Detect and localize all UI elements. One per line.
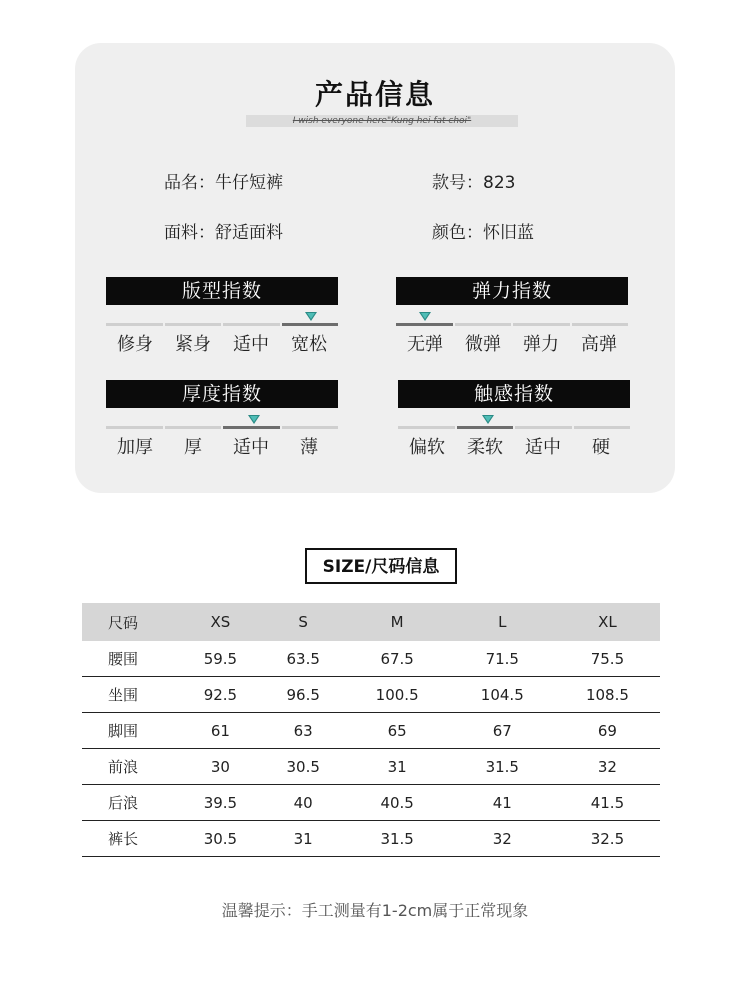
marker-icon xyxy=(248,415,260,424)
table-row xyxy=(82,641,660,677)
index-label: 弹力 xyxy=(523,334,559,355)
table-cell: 96.5 xyxy=(262,677,345,713)
index-scale xyxy=(398,413,630,427)
table-cell: 32 xyxy=(555,749,660,785)
table-cell: 39.5 xyxy=(179,785,262,821)
column-header: XS xyxy=(179,603,262,641)
measurement-note: 温馨提示：手工测量有1-2cm属于正常现象 xyxy=(221,901,529,920)
index-label: 加厚 xyxy=(117,437,153,458)
table-cell: 61 xyxy=(179,713,262,749)
table-cell: 63.5 xyxy=(262,641,345,677)
index-label: 适中 xyxy=(233,334,269,355)
table-cell: 92.5 xyxy=(179,677,262,713)
table-cell: 63 xyxy=(262,713,345,749)
table-cell: 108.5 xyxy=(555,677,660,713)
table-cell: 前浪 xyxy=(82,749,179,785)
size-table xyxy=(82,603,660,857)
table-cell: 41 xyxy=(450,785,555,821)
table-row xyxy=(82,749,660,785)
table-cell: 腰围 xyxy=(82,641,179,677)
table-row xyxy=(82,785,660,821)
table-cell: 67 xyxy=(450,713,555,749)
table-cell: 100.5 xyxy=(345,677,450,713)
table-row xyxy=(82,821,660,857)
table-cell: 30.5 xyxy=(262,749,345,785)
table-cell: 31 xyxy=(262,821,345,857)
marker-icon xyxy=(305,312,317,321)
color: 颜色：怀旧蓝 xyxy=(432,223,534,243)
thickness-index xyxy=(106,380,338,459)
fabric: 面料：舒适面料 xyxy=(164,223,283,243)
table-row xyxy=(82,713,660,749)
index-scale xyxy=(106,310,338,324)
table-cell: 30 xyxy=(179,749,262,785)
table-cell: 后浪 xyxy=(82,785,179,821)
index-label: 适中 xyxy=(525,437,561,458)
index-label: 高弹 xyxy=(581,334,617,355)
index-title: 触感指数 xyxy=(398,380,630,408)
table-cell: 65 xyxy=(345,713,450,749)
table-cell: 40.5 xyxy=(345,785,450,821)
touch-index xyxy=(398,380,630,459)
index-label: 宽松 xyxy=(291,334,327,355)
column-header: XL xyxy=(555,603,660,641)
product-name: 品名：牛仔短裤 xyxy=(164,173,283,193)
index-label: 厚 xyxy=(184,437,202,458)
table-row xyxy=(82,677,660,713)
table-cell: 59.5 xyxy=(179,641,262,677)
index-label: 微弹 xyxy=(465,334,501,355)
index-label: 适中 xyxy=(233,437,269,458)
index-scale xyxy=(396,310,628,324)
index-title: 厚度指数 xyxy=(106,380,338,408)
index-label: 紧身 xyxy=(175,334,211,355)
column-header: 尺码 xyxy=(82,603,179,641)
table-cell: 104.5 xyxy=(450,677,555,713)
index-scale xyxy=(106,413,338,427)
elasticity-index xyxy=(396,277,628,356)
table-cell: 69 xyxy=(555,713,660,749)
table-cell: 32 xyxy=(450,821,555,857)
index-label: 修身 xyxy=(117,334,153,355)
table-cell: 67.5 xyxy=(345,641,450,677)
table-cell: 脚围 xyxy=(82,713,179,749)
table-cell: 71.5 xyxy=(450,641,555,677)
column-header: L xyxy=(450,603,555,641)
marker-icon xyxy=(482,415,494,424)
table-cell: 坐围 xyxy=(82,677,179,713)
product-info-title: 产品信息 xyxy=(314,78,435,111)
table-cell: 31.5 xyxy=(450,749,555,785)
index-label: 薄 xyxy=(300,437,318,458)
index-label: 无弹 xyxy=(407,334,443,355)
index-title: 弹力指数 xyxy=(396,277,628,305)
marker-icon xyxy=(419,312,431,321)
size-section-title: SIZE/尺码信息 xyxy=(305,548,457,584)
index-label: 偏软 xyxy=(409,437,445,458)
table-cell: 31 xyxy=(345,749,450,785)
table-cell: 40 xyxy=(262,785,345,821)
table-cell: 41.5 xyxy=(555,785,660,821)
table-header-row xyxy=(82,603,660,641)
index-label: 硬 xyxy=(592,437,610,458)
column-header: M xyxy=(345,603,450,641)
table-cell: 裤长 xyxy=(82,821,179,857)
table-cell: 30.5 xyxy=(179,821,262,857)
table-cell: 32.5 xyxy=(555,821,660,857)
fit-index xyxy=(106,277,338,356)
index-label: 柔软 xyxy=(467,437,503,458)
column-header: S xyxy=(262,603,345,641)
tagline: I wish everyone here"Kung hei fat choi" xyxy=(246,115,518,127)
table-cell: 75.5 xyxy=(555,641,660,677)
table-cell: 31.5 xyxy=(345,821,450,857)
index-title: 版型指数 xyxy=(106,277,338,305)
style-number: 款号：823 xyxy=(432,173,516,193)
